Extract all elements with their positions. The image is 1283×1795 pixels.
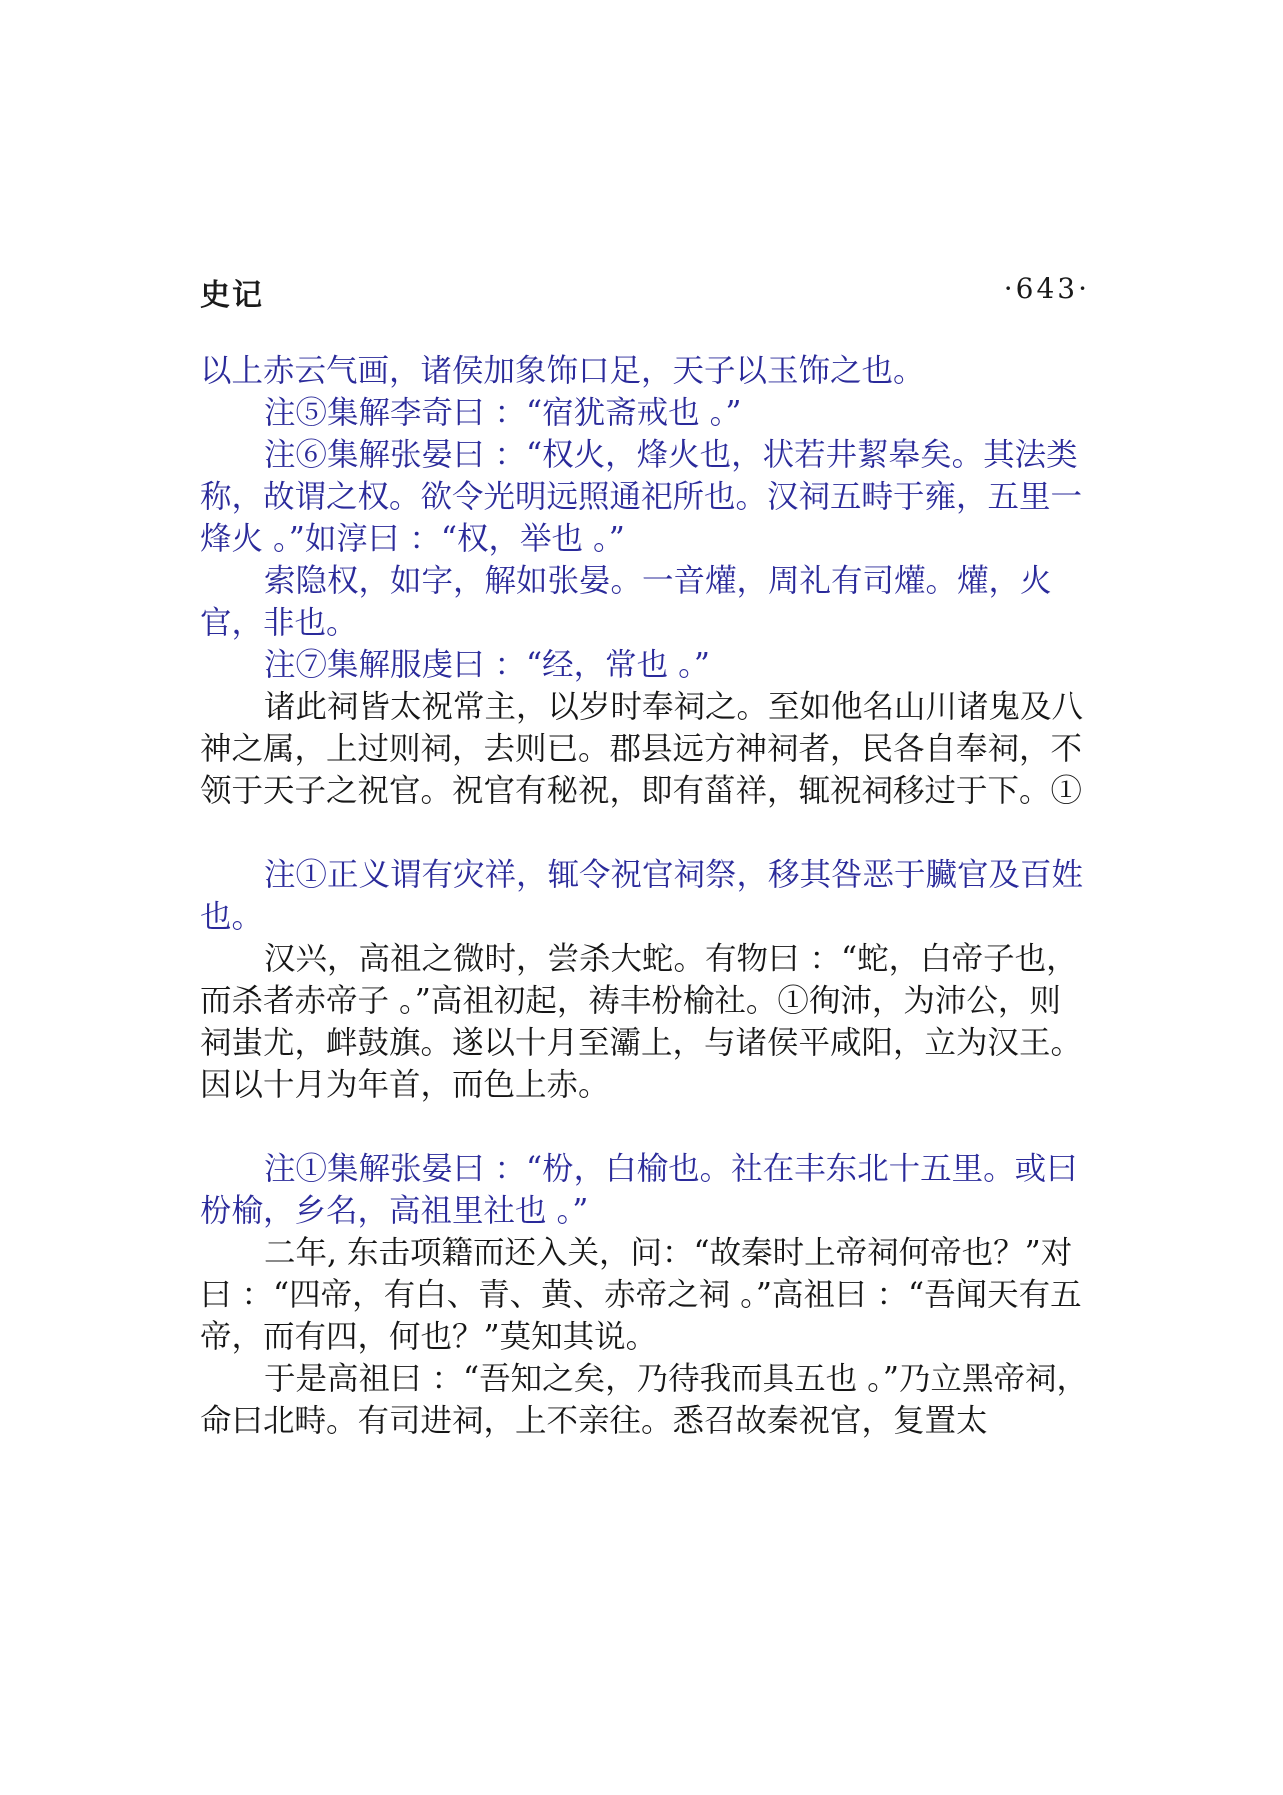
- annotation-paragraph: 以上赤云气画，诸侯加象饰口足，天子以玉饰之也。: [200, 353, 925, 389]
- annotation-paragraph: 注①集解张晏曰 ：“枌，白榆也。社在丰东北十五里。或曰枌榆，乡名，高祖里社也 。”: [200, 1151, 1078, 1229]
- main-text-paragraph: 汉兴，高祖之微时，尝杀大蛇。有物曰 ：“蛇，白帝子也，而杀者赤帝子 。”高祖初起，祷丰枌榆社。①徇沛，为沛公，则祠蚩尤，衅鼓旗。遂以十月至灞上，与诸侯平咸阳，立为汉王。因以十月为年首，而色上赤。: [200, 941, 1083, 1103]
- annotation-paragraph: 注⑥集解张晏曰 ：“权火，烽火也，状若井絜皋矣。其法类称，故谓之权。欲令光明远照通祀所也。汉祠五畤于雍，五里一烽火 。”如淳曰 ：“权，举也 。”: [200, 437, 1083, 557]
- main-text-paragraph: 诸此祠皆太祝常主，以岁时奉祠之。至如他名山川诸鬼及八神之属，上过则祠，去则已。郡县远方神祠者，民各自奉祠，不领于天子之祝官。祝官有秘祝，即有菑祥，辄祝祠移过于下。①: [200, 689, 1084, 809]
- annotation-paragraph: 注⑤集解李奇曰 ：“宿犹斋戒也 。”: [264, 395, 742, 431]
- paragraph-gap: [200, 1106, 1090, 1148]
- main-text-paragraph: 二年, 东击项籍而还入关，问：“故秦时上帝祠何帝也？”对曰 ：“四帝，有白、青、黄、赤帝之祠 。”高祖曰 ：“吾闻天有五帝，而有四，何也？”莫知其说。: [200, 1235, 1082, 1355]
- annotation-paragraph: 索隐权，如字，解如张晏。一音爟，周礼有司爟。爟，火官，非也。: [200, 563, 1052, 641]
- paragraph-gap: [200, 812, 1090, 854]
- main-text-paragraph: 于是高祖曰 ：“吾知之矣，乃待我而具五也 。”乃立黑帝祠，命曰北畤。有司进祠，上不亲往。悉召故秦祝官，复置太: [200, 1361, 1088, 1439]
- book-title: 史记: [200, 278, 264, 313]
- page-number: ·643·: [1003, 272, 1090, 305]
- annotation-paragraph: 注⑦集解服虔曰 ：“经，常也 。”: [264, 647, 710, 683]
- annotation-paragraph: 注①正义谓有灾祥，辄令祝官祠祭，移其咎恶于臟官及百姓也。: [200, 857, 1084, 935]
- document-page: [200, 270, 1090, 1442]
- page-header: [200, 270, 1090, 313]
- page-content: [200, 350, 1090, 1442]
